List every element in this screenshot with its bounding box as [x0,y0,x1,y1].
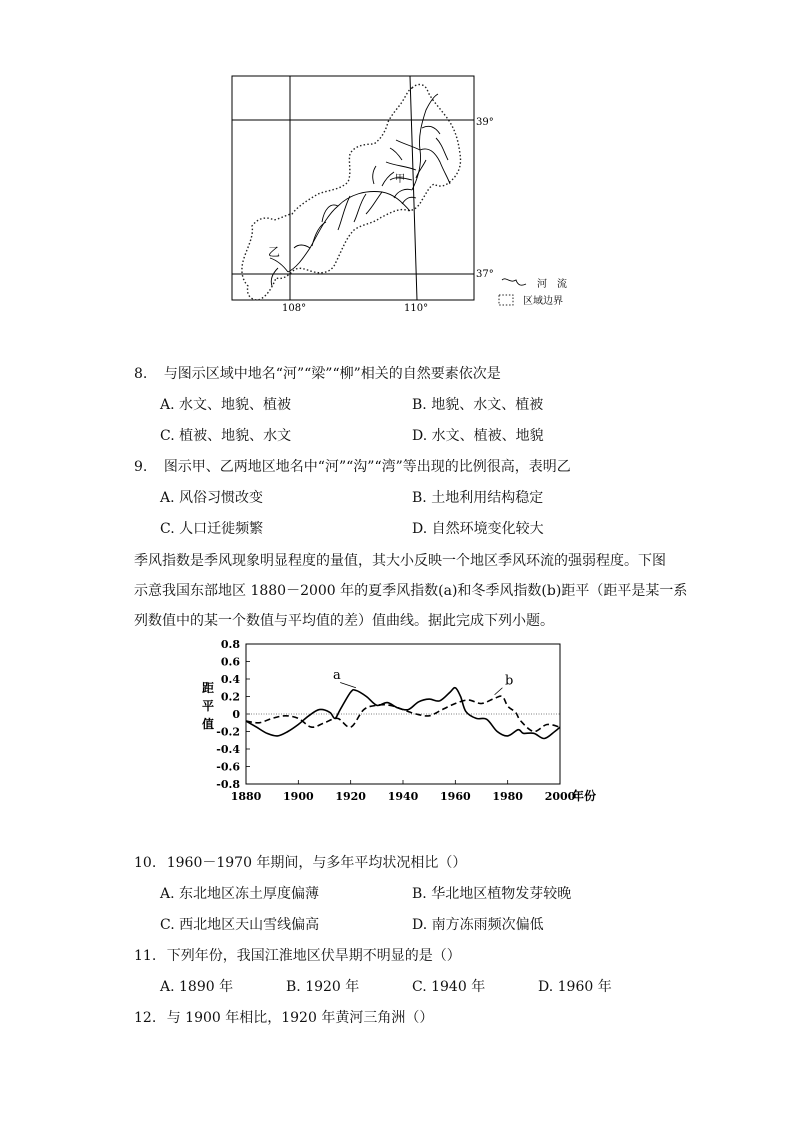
series-b-label: b [505,673,514,689]
q10-option-a[interactable]: A. 东北地区冻土厚度偏薄 [160,886,320,902]
y-tick-label: 0.6 [220,655,240,669]
series-b-leader [495,688,503,695]
y-tick-label: 0.2 [220,690,240,704]
q11-option-b[interactable]: B. 1920 年 [286,979,360,995]
series-a-leader [340,683,356,688]
map-legend [499,277,567,307]
x-tick-label: 1960 [440,790,471,803]
question-11 [134,946,461,966]
passage-line-2: 示意我国东部地区 1880－2000 年的夏季风指数(a)和冬季风指数(b)距平（距平是某一系 [134,583,688,599]
q8-option-d[interactable]: D. 水文、植被、地貌 [412,428,544,444]
q11-option-c[interactable]: C. 1940 年 [412,979,486,995]
y-axis-label-char: 平 [202,699,215,713]
x-tick-label: 2000 [544,790,576,803]
y-tick-label: -0.2 [216,725,240,739]
y-tick-label: 0 [232,708,240,721]
plot-frame [246,644,560,784]
q10-option-d[interactable]: D. 南方冻雨频次偏低 [412,917,544,933]
lon-108-label: 108° [282,303,307,314]
lat-39-label: 39° [476,117,494,128]
question-9 [134,457,571,477]
y-ticks [216,638,250,791]
map-frame [232,76,474,300]
jia-label: 甲 [395,174,405,185]
y-tick-label: -0.8 [216,778,240,791]
passage-line-1: 季风指数是季风现象明显程度的量值，其大小反映一个地区季风环流的强弱程度。下图 [134,553,666,569]
lat-37-label: 37° [476,269,494,280]
river-legend-label: 河 流 [537,279,567,290]
question-number: 8. [134,366,148,382]
question-number: 10. [134,855,157,871]
question-text: 与 1900 年相比，1920 年黄河三角洲（） [166,1010,434,1026]
longitude-line-110 [410,76,417,300]
question-10 [134,853,466,873]
region-map-svg [226,74,586,314]
region-boundary [242,85,461,300]
rivers [270,94,450,286]
region-map [226,74,586,314]
series-a-line [246,688,560,739]
yi-label: 乙 [268,245,281,259]
q11-option-d[interactable]: D. 1960 年 [538,979,612,995]
question-text: 1960－1970 年期间，与多年平均状况相比（） [166,855,467,871]
q9-option-d[interactable]: D. 自然环境变化较大 [412,521,544,537]
passage [134,546,688,636]
boundary-legend-label: 区域边界 [523,296,563,307]
question-number: 9. [134,459,148,475]
passage-line-3: 列数值中的某一个数值与平均值的差）值曲线。据此完成下列小题。 [134,613,554,629]
question-text: 下列年份，我国江淮地区伏旱期不明显的是（） [166,948,461,964]
y-tick-label: 0.4 [220,673,240,686]
question-number: 12. [134,1010,157,1026]
q10-option-b[interactable]: B. 华北地区植物发芽较晚 [412,886,572,902]
series-a-label: a [332,668,341,683]
y-axis-label [201,680,214,731]
series-b-line [246,696,560,731]
boundary-legend-icon [499,295,513,305]
q8-option-a[interactable]: A. 水文、地貌、植被 [160,397,292,413]
x-tick-label: 1980 [492,790,523,803]
q11-option-a[interactable]: A. 1890 年 [160,979,234,995]
question-number: 11. [134,948,157,964]
x-axis-label: 年份 [572,789,597,803]
question-text: 与图示区域中地名“河”“梁”“柳”相关的自然要素依次是 [163,366,501,382]
q9-option-b[interactable]: B. 土地利用结构稳定 [412,490,544,506]
monsoon-chart-svg [190,634,610,814]
question-12 [134,1008,433,1028]
y-tick-label: -0.4 [216,743,240,756]
q10-option-c[interactable]: C. 西北地区天山雪线偏高 [160,917,320,933]
lon-110-label: 110° [404,303,429,314]
river-legend-icon [502,279,526,285]
q9-option-a[interactable]: A. 风俗习惯改变 [160,490,264,506]
y-axis-label-char: 值 [202,717,215,731]
x-tick-label: 1940 [387,790,419,803]
y-tick-label: -0.6 [216,760,240,774]
y-tick-label: 0.8 [220,638,240,651]
x-ticks [231,780,576,803]
y-axis-label-char: 距 [202,681,215,695]
question-8 [134,364,501,384]
x-tick-label: 1920 [335,790,366,803]
q8-option-c[interactable]: C. 植被、地貌、水文 [160,428,292,444]
q9-option-c[interactable]: C. 人口迁徙频繁 [160,521,264,537]
q8-option-b[interactable]: B. 地貌、水文、植被 [412,397,544,413]
x-tick-label: 1880 [230,790,262,803]
x-tick-label: 1900 [283,790,314,803]
question-text: 图示甲、乙两地区地名中“河”“沟”“湾”等出现的比例很高，表明乙 [163,459,571,475]
monsoon-index-chart [190,634,610,814]
